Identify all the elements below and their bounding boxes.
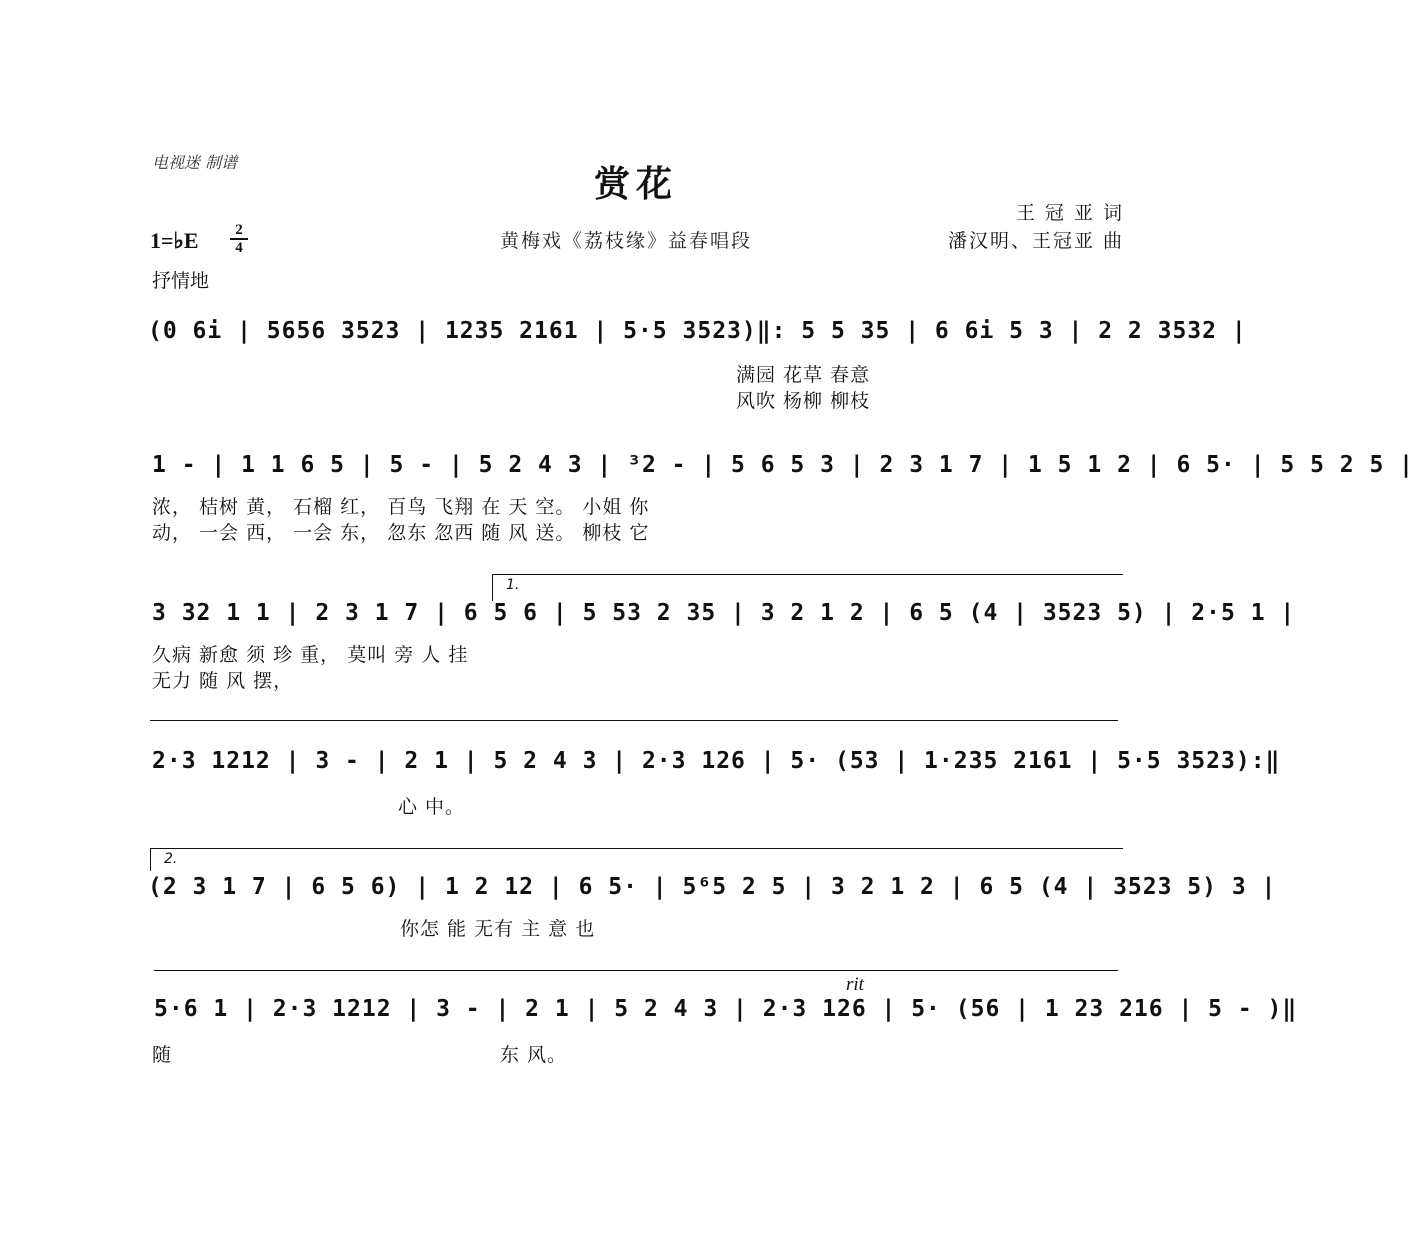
composer-credit: 潘汉明、王冠亚 曲 — [947, 230, 1124, 252]
ritardando-marking: rit — [846, 974, 864, 995]
time-signature-top: 2 — [230, 222, 248, 240]
lyric-line-5-verse-1: 你怎 能 无有 主 意 也 — [400, 918, 596, 940]
first-ending-bracket — [492, 574, 1123, 601]
score-line-5: (2 3 1 7 | 6 5 6) | 1 2 12 | 6 5· | 5⁶5 2 5 | 3 2 1 2 | 6 5 (4 | 3523 5) 3 | — [148, 874, 1277, 900]
lyric-line-2-verse-2: 动， 一会 西， 一会 东， 忽东 忽西 随 风 送。 柳枝 它 — [152, 522, 650, 544]
song-title: 赏花 — [593, 163, 678, 205]
lyric-line-3-verse-2: 无力 随 风 摆， — [152, 670, 294, 692]
second-ending-bracket — [150, 848, 1123, 871]
lyric-line-6-end: 东 风。 — [500, 1044, 568, 1066]
score-line-3: 3 32 1 1 | 2 3 1 7 | 6 5 6 | 5 53 2 35 | 3 2 1 2 | 6 5 (4 | 3523 5) | 2·5 1 | — [152, 600, 1296, 626]
transcriber-credit: 电视迷 制谱 — [152, 153, 238, 172]
lyric-line-2-verse-1: 浓， 桔树 黄， 石榴 红， 百鸟 飞翔 在 天 空。 小姐 你 — [152, 496, 650, 518]
lyricist-credit: 王 冠 亚 词 — [1015, 202, 1124, 224]
time-signature-bottom: 4 — [235, 240, 243, 256]
score-line-1: (0 6i | 5656 3523 | 1235 2161 | 5·5 3523)‖: 5 5 35 | 6 6i 5 3 | 2 2 3532 | — [148, 318, 1247, 344]
key-signature: 1=♭E — [150, 228, 199, 253]
score-line-4: 2·3 1212 | 3 - | 2 1 | 5 2 4 3 | 2·3 126 | 5· (53 | 1·235 2161 | 5·5 3523):‖ — [152, 748, 1281, 774]
lyric-line-3-verse-1: 久病 新愈 须 珍 重， 莫叫 旁 人 挂 — [152, 644, 469, 666]
second-ending-continuation — [154, 970, 1118, 971]
lyric-line-1-verse-2: 风吹 杨柳 柳枝 — [736, 390, 871, 412]
first-ending-label: 1. — [506, 577, 520, 593]
score-line-2: 1 - | 1 1 6 5 | 5 - | 5 2 4 3 | ³2 - | 5 6 5 3 | 2 3 1 7 | 1 5 1 2 | 6 5· | 5 5 2 5 | — [152, 452, 1414, 478]
first-ending-continuation — [150, 720, 1118, 721]
second-ending-label: 2. — [164, 851, 178, 867]
lyric-line-4-verse-1: 心 中。 — [398, 796, 466, 818]
lyric-line-1-verse-1: 满园 花草 春意 — [736, 364, 871, 386]
score-line-6: 5·6 1 | 2·3 1212 | 3 - | 2 1 | 5 2 4 3 | 2·3 126 | 5· (56 | 1 23 216 | 5 - )‖ — [154, 996, 1298, 1022]
time-signature — [230, 222, 248, 256]
song-subtitle: 黄梅戏《荔枝缘》益春唱段 — [500, 230, 753, 252]
lyric-line-6-start: 随 — [152, 1044, 173, 1066]
tempo-marking: 抒情地 — [152, 270, 210, 292]
